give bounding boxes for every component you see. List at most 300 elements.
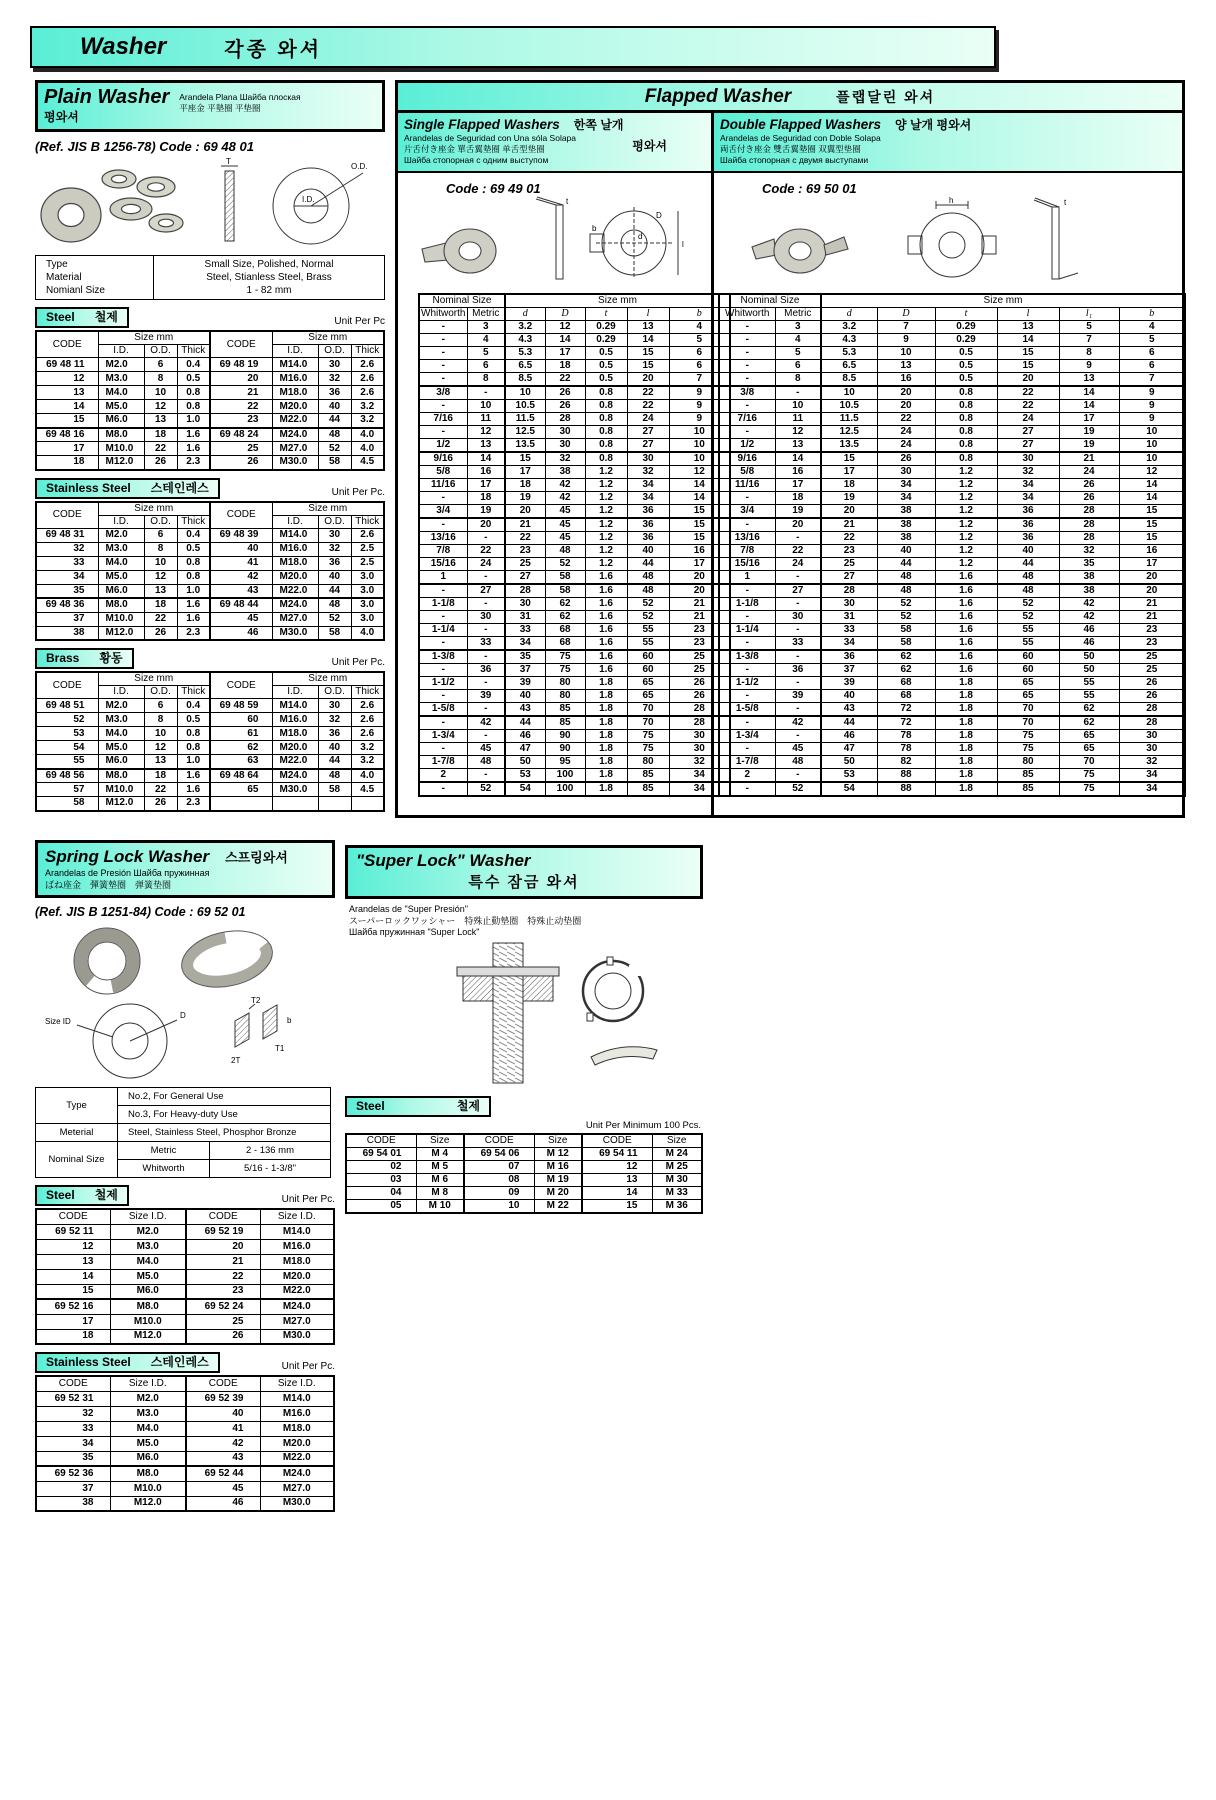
table-cell: 0.4 (177, 528, 210, 542)
unit-label: Unit Per Pc. (331, 486, 385, 498)
table-cell: 1.6 (935, 664, 997, 677)
table-row (419, 426, 730, 439)
plain-brass-table (35, 671, 385, 812)
table-header-row (419, 294, 730, 308)
table-cell: 10.5 (821, 400, 877, 413)
col-header: Size I.D. (110, 1376, 186, 1391)
table-cell: 65 (627, 677, 669, 690)
table-cell: 24 (775, 558, 821, 571)
table-row (36, 1451, 334, 1466)
unit-label: Unit Per Pc (334, 316, 385, 327)
table-cell: 0.8 (177, 556, 210, 570)
table-cell: M5.0 (110, 1436, 186, 1451)
subsection-title: Single Flapped Washers (404, 117, 560, 132)
table-cell: 85 (997, 769, 1059, 783)
table-cell: 1.0 (177, 584, 210, 598)
table-cell: M24.0 (260, 1466, 334, 1481)
material-label-korean: 스테인레스 (150, 1355, 209, 1369)
table-cell: M30.0 (272, 783, 318, 797)
spec-label: Type (46, 259, 68, 270)
table-cell: 38 (36, 626, 98, 640)
table-cell: 60 (627, 650, 669, 664)
table-cell: 69 52 19 (186, 1224, 260, 1239)
table-row (36, 755, 384, 769)
table-cell: 90 (545, 730, 585, 743)
table-cell: 65 (627, 690, 669, 703)
table-cell: - (775, 532, 821, 545)
page-title-korean: 각종 와셔 (224, 38, 323, 61)
table-cell: 35 (36, 1451, 110, 1466)
table-row (36, 456, 384, 470)
table-cell: 65 (997, 690, 1059, 703)
table-cell: 32 (1059, 545, 1119, 558)
table-row (419, 664, 730, 677)
table-cell: 69 48 64 (210, 769, 272, 783)
table-cell: 30 (627, 452, 669, 466)
table-cell: 13 (582, 1173, 652, 1186)
table-cell: 05 (346, 1199, 416, 1213)
table-cell: 27 (997, 439, 1059, 453)
table-cell: 69 54 06 (464, 1147, 534, 1160)
table-cell: 58 (877, 624, 935, 637)
table-cell: 9 (1119, 400, 1185, 413)
table-cell: 34 (1119, 769, 1185, 783)
table-cell: 26 (144, 626, 177, 640)
table-row (36, 598, 384, 612)
table-row (36, 713, 384, 727)
material-header-stainless (35, 1352, 335, 1373)
table-cell: 1.6 (177, 769, 210, 783)
table-cell: 85 (545, 703, 585, 717)
table-cell: 10 (1119, 439, 1185, 453)
multilingual-line: Шайба пружинная "Super Lock" (349, 927, 480, 937)
table-cell: M4.0 (98, 386, 144, 400)
table-cell: 28 (669, 703, 730, 717)
table-cell: 1.6 (585, 664, 627, 677)
col-header: I.D. (272, 345, 318, 358)
table-cell: M22.0 (260, 1284, 334, 1299)
table-cell: M30.0 (272, 626, 318, 640)
col-header: Size mm (98, 502, 210, 516)
table-cell: 1.8 (935, 769, 997, 783)
table-cell: 07 (464, 1160, 534, 1173)
table-cell: M12.0 (98, 456, 144, 470)
table-cell: 08 (464, 1173, 534, 1186)
material-label: Brass (46, 651, 80, 665)
table-row (36, 1142, 331, 1160)
table-cell: 69 52 36 (36, 1466, 110, 1481)
table-cell: 69 54 01 (346, 1147, 416, 1160)
table-row (719, 505, 1185, 519)
table-cell: 32 (545, 452, 585, 466)
table-cell: 15 (36, 414, 98, 428)
table-cell: 28 (1119, 703, 1185, 717)
table-row (346, 1173, 702, 1186)
table-cell: 17 (36, 1314, 110, 1329)
table-row (36, 358, 384, 372)
plain-spec-table (35, 255, 385, 300)
dim-label: D (656, 211, 662, 220)
table-cell: 1-3/8 (419, 650, 467, 664)
table-cell: M8.0 (98, 769, 144, 783)
spec-value: 2 - 136 mm (210, 1142, 331, 1160)
table-cell: M14.0 (260, 1224, 334, 1239)
table-cell: 0.8 (585, 452, 627, 466)
table-cell: 32 (36, 542, 98, 556)
table-cell: M20.0 (260, 1436, 334, 1451)
table-cell: M12.0 (110, 1496, 186, 1511)
table-cell: 95 (545, 756, 585, 769)
table-cell: 1.6 (585, 650, 627, 664)
table-cell: 80 (545, 677, 585, 690)
table-cell: 17 (545, 347, 585, 360)
table-row (419, 782, 730, 796)
table-row (36, 584, 384, 598)
table-cell: 22 (627, 400, 669, 413)
table-cell: 04 (346, 1186, 416, 1199)
table-row (36, 1406, 334, 1421)
table-cell: 3 (467, 321, 505, 334)
single-flapped-header (398, 113, 711, 173)
table-row (419, 598, 730, 611)
table-cell: 20 (467, 518, 505, 532)
table-cell: 34 (997, 479, 1059, 492)
table-cell: 52 (877, 598, 935, 611)
table-cell (351, 797, 384, 811)
table-cell: 1.6 (935, 624, 997, 637)
table-cell: 20 (877, 400, 935, 413)
table-cell: 27 (467, 584, 505, 598)
col-header: Size (416, 1134, 464, 1148)
table-cell: 62 (877, 650, 935, 664)
table-cell: 45 (545, 518, 585, 532)
table-cell: 13 (627, 321, 669, 334)
table-row (419, 400, 730, 413)
table-cell: 19 (467, 505, 505, 519)
table-cell: 22 (821, 532, 877, 545)
spring-spec-table (35, 1087, 331, 1178)
table-cell: 27 (627, 426, 669, 439)
table-cell: 70 (997, 703, 1059, 717)
multilingual-line: 片舌付き座金 單舌翼墊圈 单舌型垫圈 (404, 144, 545, 154)
table-cell: 15/16 (419, 558, 467, 571)
table-row (36, 1269, 334, 1284)
table-cell: 1.2 (935, 466, 997, 479)
table-cell: 55 (997, 624, 1059, 637)
table-cell: 75 (627, 743, 669, 756)
table-cell: 21 (1059, 452, 1119, 466)
table-cell: - (419, 782, 467, 796)
table-cell: 54 (36, 741, 98, 755)
table-cell: M6.0 (98, 414, 144, 428)
table-cell: M14.0 (272, 699, 318, 713)
table-cell: 42 (186, 1436, 260, 1451)
col-header: CODE (36, 672, 98, 699)
table-cell: 10 (775, 400, 821, 413)
table-cell: 4 (1119, 321, 1185, 334)
table-cell: 1.2 (585, 466, 627, 479)
unit-label: Unit Per Pc. (281, 1194, 335, 1205)
table-cell: 17 (467, 479, 505, 492)
table-cell: 80 (627, 756, 669, 769)
table-cell: 2.6 (351, 699, 384, 713)
table-cell: 18 (144, 598, 177, 612)
col-header: d (505, 308, 545, 321)
table-cell: 63 (210, 755, 272, 769)
table-cell: 21 (821, 518, 877, 532)
table-cell: 40 (997, 545, 1059, 558)
table-row (719, 769, 1185, 783)
table-cell: M12.0 (110, 1329, 186, 1344)
dim-label: t (1064, 198, 1067, 207)
material-header-brass (35, 648, 385, 669)
col-header: t (585, 308, 627, 321)
subsection-korean-2: 평와셔 (632, 139, 667, 153)
table-cell (318, 797, 351, 811)
table-cell: 1.2 (585, 505, 627, 519)
table-cell: 1.6 (935, 571, 997, 585)
table-cell: 14 (36, 1269, 110, 1284)
table-cell: 22 (505, 532, 545, 545)
table-cell: 1-1/8 (719, 598, 775, 611)
table-cell: 1.2 (585, 532, 627, 545)
table-cell: 18 (775, 492, 821, 505)
table-cell: 70 (1059, 756, 1119, 769)
table-cell: 38 (877, 532, 935, 545)
table-row (36, 1239, 334, 1254)
table-cell: 7 (1119, 373, 1185, 387)
dim-label: Size ID (45, 1017, 71, 1026)
table-cell: 75 (545, 650, 585, 664)
table-cell: 20 (627, 373, 669, 387)
table-cell: - (419, 637, 467, 651)
table-cell: 44 (877, 558, 935, 571)
col-header: I.D. (98, 515, 144, 528)
table-cell: 52 (627, 611, 669, 624)
table-cell: 1.6 (177, 428, 210, 442)
super-lock-figure (345, 939, 703, 1089)
table-cell: 0.8 (935, 386, 997, 400)
table-cell: 41 (210, 556, 272, 570)
table-row (419, 413, 730, 426)
super-lock-table (345, 1133, 703, 1214)
table-cell: 1.8 (935, 730, 997, 743)
table-cell: 30 (877, 466, 935, 479)
table-row (719, 677, 1185, 690)
table-cell: 15 (36, 1284, 110, 1299)
table-cell: 0.8 (585, 386, 627, 400)
col-header: Size mm (821, 294, 1185, 308)
table-cell: 46 (1059, 637, 1119, 651)
table-cell: 57 (36, 783, 98, 797)
table-cell: - (419, 426, 467, 439)
subsection-title: Double Flapped Washers (720, 117, 882, 132)
table-cell: - (719, 518, 775, 532)
table-cell: 25 (821, 558, 877, 571)
table-cell: 48 (627, 571, 669, 585)
table-cell: 44 (318, 414, 351, 428)
table-cell: 16 (669, 545, 730, 558)
table-cell: 18 (505, 479, 545, 492)
table-cell: M12.0 (98, 797, 144, 811)
table-cell: 18 (821, 479, 877, 492)
col-header: Metric (775, 308, 821, 321)
table-cell: 3.2 (351, 755, 384, 769)
table-row (719, 650, 1185, 664)
table-cell: 40 (877, 545, 935, 558)
table-cell: 2.5 (351, 556, 384, 570)
table-cell: 28 (1059, 505, 1119, 519)
table-cell: 48 (775, 756, 821, 769)
table-cell: 55 (1059, 690, 1119, 703)
table-cell: 85 (627, 782, 669, 796)
table-cell: 85 (997, 782, 1059, 796)
table-cell: - (719, 360, 775, 373)
table-cell: M20.0 (272, 400, 318, 414)
table-cell: 24 (627, 413, 669, 426)
table-cell: - (719, 690, 775, 703)
table-cell: 85 (627, 769, 669, 783)
table-cell: 4.3 (505, 334, 545, 347)
table-cell: 10 (144, 386, 177, 400)
table-cell: 0.8 (935, 413, 997, 426)
table-cell: - (719, 492, 775, 505)
table-cell: 2.6 (351, 358, 384, 372)
table-row (719, 703, 1185, 717)
table-cell: 14 (669, 479, 730, 492)
table-cell: 1.6 (177, 783, 210, 797)
table-cell: 18 (144, 769, 177, 783)
table-cell: 1-3/4 (419, 730, 467, 743)
table-cell: 0.5 (935, 347, 997, 360)
table-cell: 1.6 (585, 584, 627, 598)
table-cell: M20.0 (272, 570, 318, 584)
col-header: t (935, 308, 997, 321)
table-cell: 30 (318, 699, 351, 713)
table-row (419, 637, 730, 651)
table-cell: 30 (545, 439, 585, 453)
table-cell: 4.0 (351, 626, 384, 640)
table-cell: 7/8 (419, 545, 467, 558)
table-cell: 13/16 (419, 532, 467, 545)
table-cell: 0.5 (177, 372, 210, 386)
table-cell: 23 (821, 545, 877, 558)
table-cell: 15 (627, 347, 669, 360)
table-cell: 14 (36, 400, 98, 414)
table-cell: 6 (144, 358, 177, 372)
table-cell: 36 (821, 650, 877, 664)
table-cell: 8 (775, 373, 821, 387)
table-cell: 36 (997, 518, 1059, 532)
table-cell: 9 (1119, 386, 1185, 400)
table-cell: 1-1/4 (719, 624, 775, 637)
table-cell: 12.5 (821, 426, 877, 439)
table-row (36, 769, 384, 783)
table-row (419, 571, 730, 585)
col-header: O.D. (144, 686, 177, 699)
table-cell: 48 (997, 584, 1059, 598)
table-cell: 26 (545, 386, 585, 400)
table-cell: 2.6 (351, 528, 384, 542)
table-cell: 3.2 (351, 400, 384, 414)
table-cell: 42 (545, 479, 585, 492)
table-cell: 69 48 44 (210, 598, 272, 612)
table-cell: 1.8 (585, 690, 627, 703)
table-cell: - (775, 598, 821, 611)
material-label: Steel (46, 1188, 75, 1202)
table-cell: 36 (627, 505, 669, 519)
table-cell: 1.8 (585, 703, 627, 717)
subsection-title-korean: 한쪽 날개 (573, 118, 624, 132)
table-cell: 35 (1059, 558, 1119, 571)
table-cell: M 33 (652, 1186, 702, 1199)
table-cell: - (719, 611, 775, 624)
table-cell: 1.6 (585, 598, 627, 611)
table-cell: - (467, 532, 505, 545)
table-cell: 5/8 (719, 466, 775, 479)
table-cell: 16 (877, 373, 935, 387)
table-cell: 0.5 (177, 542, 210, 556)
table-cell: - (719, 321, 775, 334)
table-cell: 58 (36, 797, 98, 811)
table-cell: M27.0 (260, 1481, 334, 1496)
table-cell: 1.8 (935, 703, 997, 717)
table-cell: 26 (186, 1329, 260, 1344)
table-cell: 32 (318, 713, 351, 727)
table-cell: 50 (821, 756, 877, 769)
table-row (719, 413, 1185, 426)
table-row (36, 612, 384, 626)
col-header: CODE (186, 1209, 260, 1224)
table-cell: - (419, 400, 467, 413)
table-cell: 36 (318, 386, 351, 400)
table-cell: 38 (877, 518, 935, 532)
table-cell: 10 (877, 347, 935, 360)
table-cell: 33 (505, 624, 545, 637)
table-cell: 36 (627, 518, 669, 532)
dim-label: T2 (251, 996, 261, 1005)
table-row (36, 1284, 334, 1299)
table-row (36, 797, 384, 811)
table-cell: 12 (144, 400, 177, 414)
table-cell: 7/16 (419, 413, 467, 426)
dim-label: h (949, 196, 954, 205)
col-header: CODE (36, 1209, 110, 1224)
table-cell: 1-3/4 (719, 730, 775, 743)
table-cell: 03 (346, 1173, 416, 1186)
table-cell: M14.0 (272, 358, 318, 372)
plain-steel-table (35, 330, 385, 471)
table-cell: 12 (582, 1160, 652, 1173)
table-cell: 70 (627, 716, 669, 730)
col-header: Size mm (505, 294, 730, 308)
table-cell: M 5 (416, 1160, 464, 1173)
table-cell: 18 (545, 360, 585, 373)
table-cell: 6 (1119, 360, 1185, 373)
table-row (719, 730, 1185, 743)
col-header: Nominal Size (419, 294, 505, 308)
table-cell: 9 (669, 386, 730, 400)
section-title-korean: 플랩달린 와셔 (836, 88, 936, 105)
table-cell: M10.0 (110, 1481, 186, 1496)
table-cell: 1-7/8 (719, 756, 775, 769)
table-cell: 7 (669, 373, 730, 387)
table-cell: 0.8 (935, 452, 997, 466)
table-cell: - (775, 677, 821, 690)
table-cell: 62 (210, 741, 272, 755)
table-cell: 32 (36, 1406, 110, 1421)
table-cell: 3.0 (351, 570, 384, 584)
